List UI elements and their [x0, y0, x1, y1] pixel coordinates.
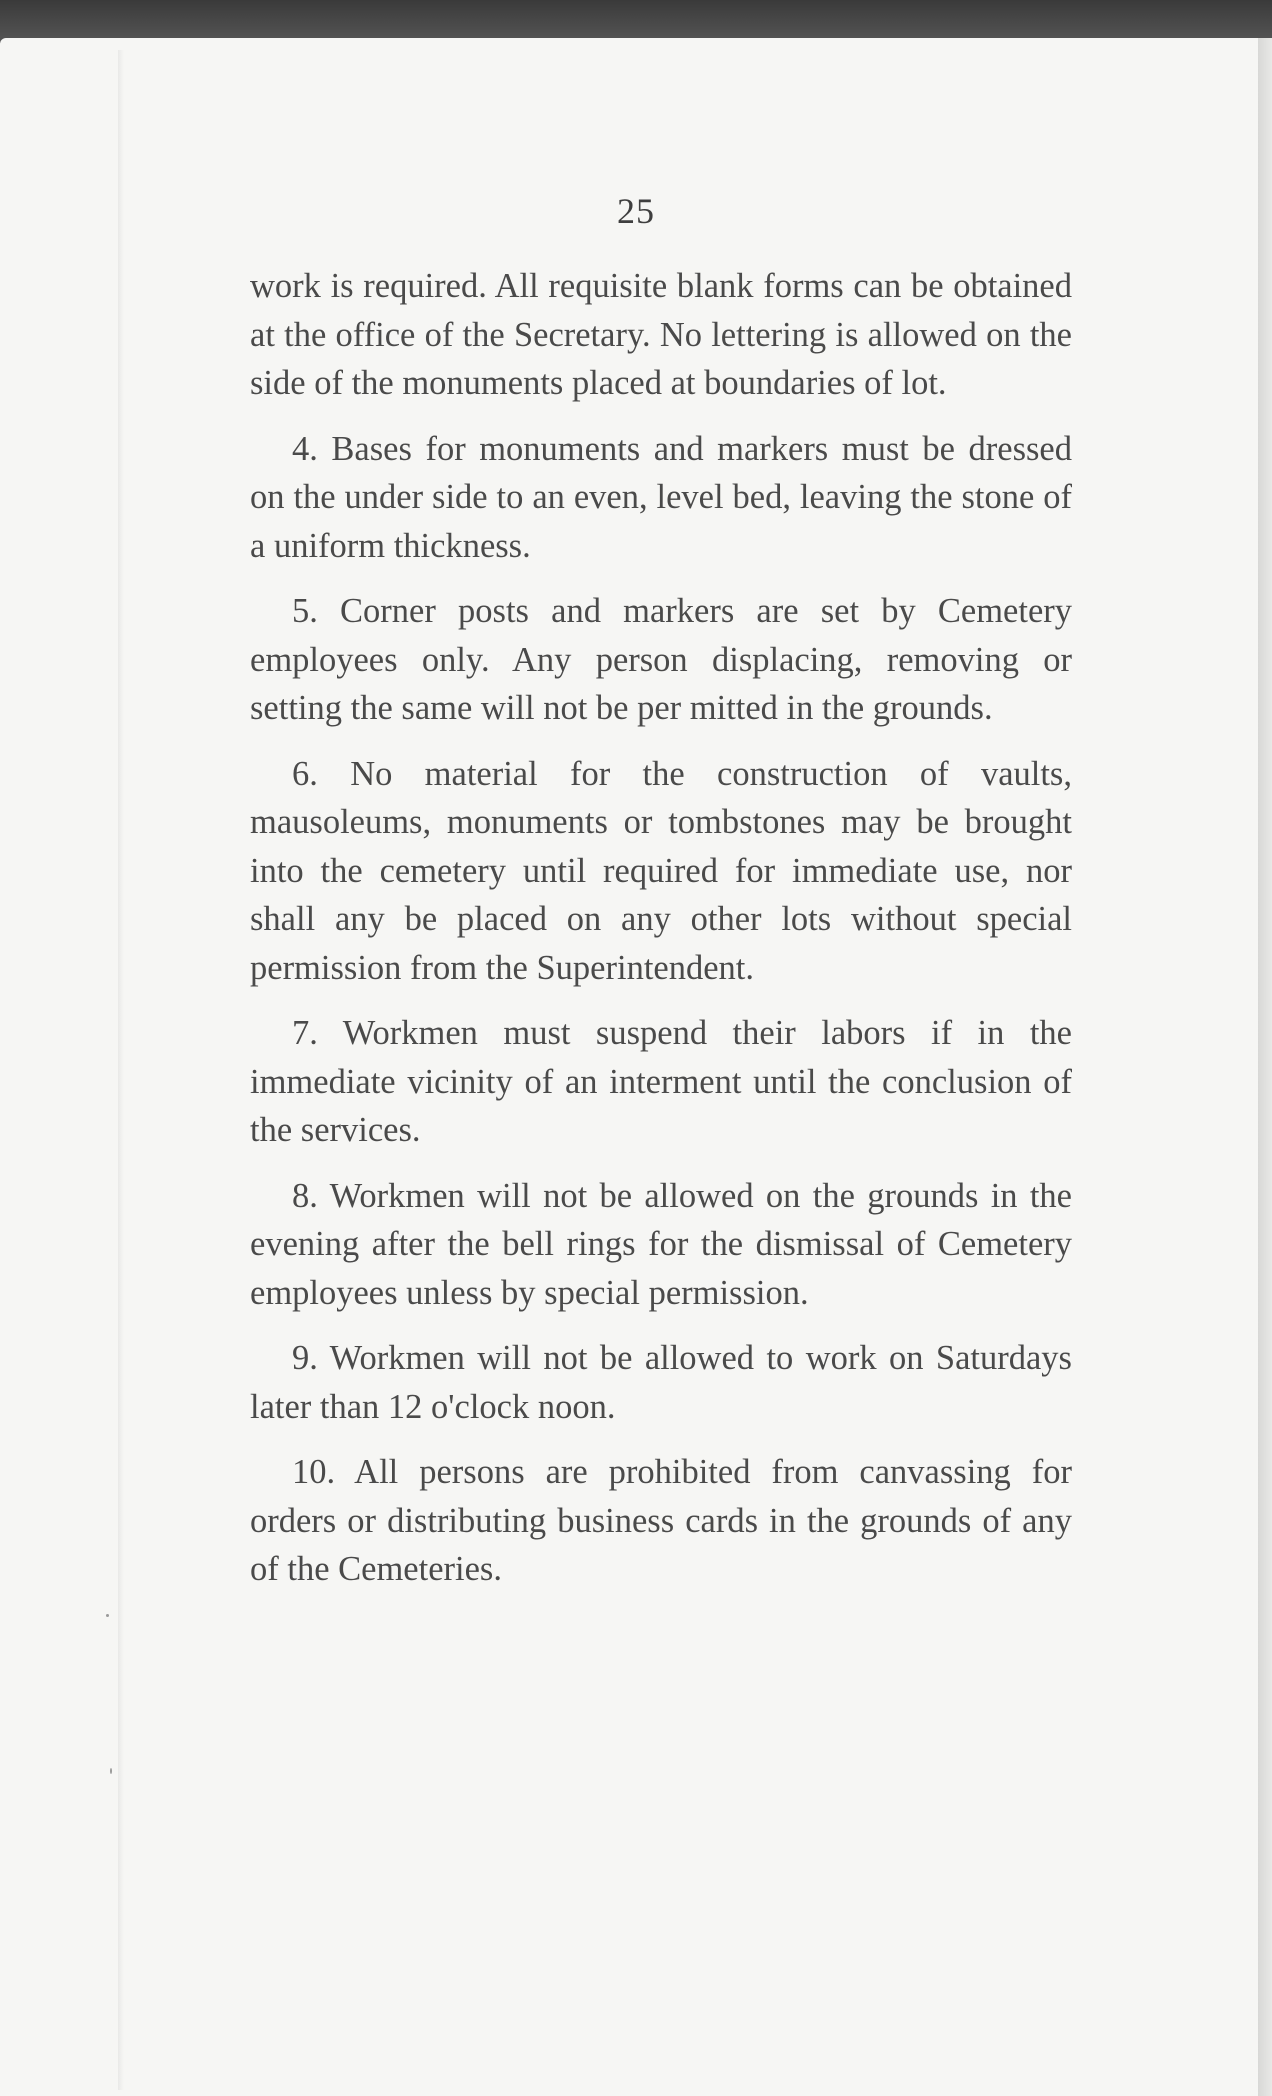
paragraph-continued: work is required. All requisite blank forms can be obtained at the office of the Secretary. No lettering is allowed on the side of the monuments placed at boundaries of lot.	[250, 267, 1072, 402]
page-gutter	[118, 50, 124, 2090]
page-edge-shadow	[1258, 38, 1272, 2096]
rule-7: 7. Workmen must suspend their labors if in the immediate vicinity of an interment until the conclusion of the services.	[250, 1014, 1072, 1149]
rule-4: 4. Bases for monuments and markers must be dressed on the under side to an even, level bed, leaving the stone of a uniform thickness.	[250, 429, 1072, 565]
rule-6: 6. No material for the construction of vaults, mausoleums, monuments or tombstones may be brought into the cemetery until required for immediate use, nor shall any be placed on any other lots without special permission from the Superintendent.	[250, 754, 1072, 987]
rule-9: 9. Workmen will not be allowed to work on Saturdays later than 12 o'clock noon.	[250, 1339, 1072, 1426]
page-text	[250, 262, 1072, 1611]
scan-border-top	[0, 0, 1272, 42]
rule-8: 8. Workmen will not be allowed on the grounds in the evening after the bell rings for the dismissal of Cemetery employees unless by special permission.	[250, 1176, 1072, 1312]
paper-speck	[106, 1614, 109, 1617]
paper-speck	[110, 1768, 112, 1774]
page-number: 25	[617, 191, 655, 231]
rule-5: 5. Corner posts and markers are set by Cemetery employees only. Any person displacing, removing or setting the same will not be per mitted in the grounds.	[250, 592, 1072, 727]
rule-10: 10. All persons are prohibited from canvassing for orders or distributing business cards in the grounds of any of the Cemeteries.	[250, 1453, 1072, 1588]
